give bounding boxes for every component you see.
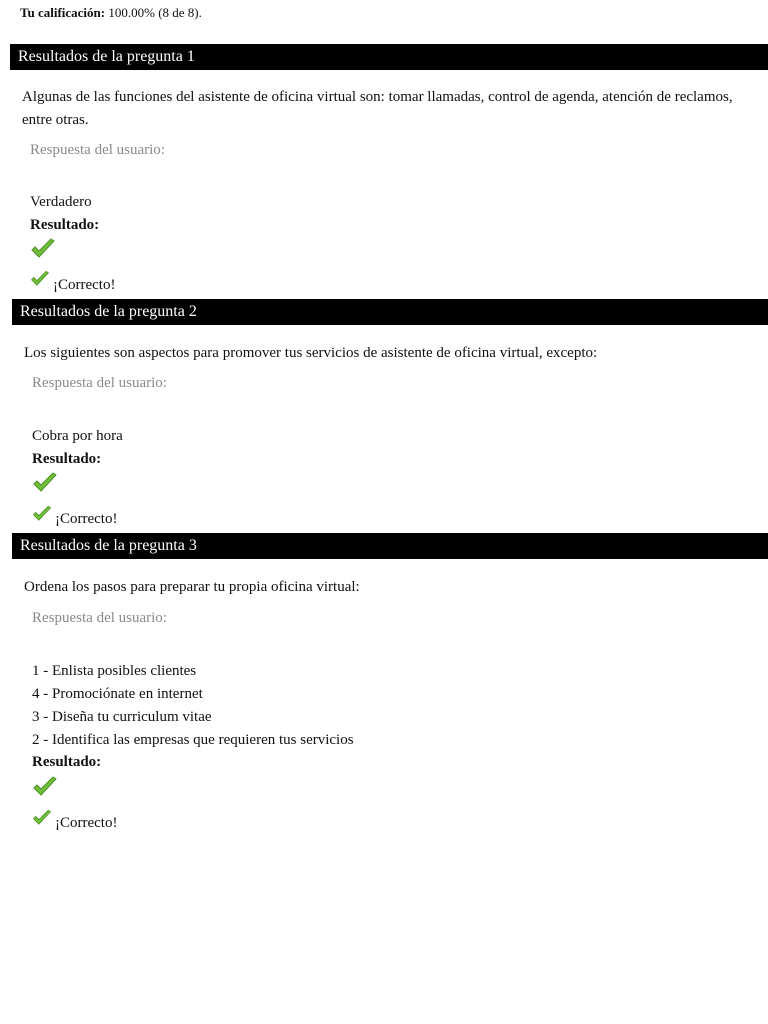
question-3-correct-text: ¡Correcto! (55, 815, 118, 831)
question-3-answer-list (32, 660, 354, 752)
list-item: 1 - Enlista posibles clientes (32, 663, 197, 679)
list-item: 2 - Identifica las empresas que requieren tus servicios (32, 732, 354, 748)
question-3-header: Resultados de la pregunta 3 (12, 533, 768, 559)
checkmark-icon (32, 472, 58, 494)
question-1-answer: Verdadero (30, 194, 92, 210)
question-1-text: Algunas de las funciones del asistente de oficina virtual son: tomar llamadas, control de agenda, atención de reclamos, entre otras. (22, 89, 733, 128)
question-3-result-label: Resultado: (32, 754, 102, 770)
question-1-result-label: Resultado: (30, 217, 100, 233)
question-2-result-label: Resultado: (32, 451, 102, 467)
grade-value: 100.00% (8 de 8). (108, 5, 202, 20)
list-item: 3 - Diseña tu curriculum vitae (32, 709, 212, 725)
question-3-user-label: Respuesta del usuario: (32, 610, 167, 626)
question-3-text: Ordena los pasos para preparar tu propia oficina virtual: (24, 579, 360, 595)
checkmark-icon (32, 776, 58, 798)
question-1-correct-text: ¡Correcto! (53, 277, 116, 293)
checkmark-icon (32, 809, 52, 827)
question-2-header: Resultados de la pregunta 2 (12, 299, 768, 325)
checkmark-icon (30, 270, 50, 288)
question-2-user-label: Respuesta del usuario: (32, 375, 167, 391)
grade-line (20, 5, 202, 21)
question-1-header: Resultados de la pregunta 1 (10, 44, 768, 70)
question-2-text: Los siguientes son aspectos para promover tus servicios de asistente de oficina virtual, excepto: (24, 345, 598, 361)
question-1-user-label: Respuesta del usuario: (30, 142, 165, 158)
checkmark-icon (30, 238, 56, 260)
grade-label: Tu calificación: (20, 5, 106, 20)
question-2-correct-text: ¡Correcto! (55, 511, 118, 527)
list-item: 4 - Promociónate en internet (32, 686, 203, 702)
question-2-answer: Cobra por hora (32, 428, 123, 444)
checkmark-icon (32, 505, 52, 523)
